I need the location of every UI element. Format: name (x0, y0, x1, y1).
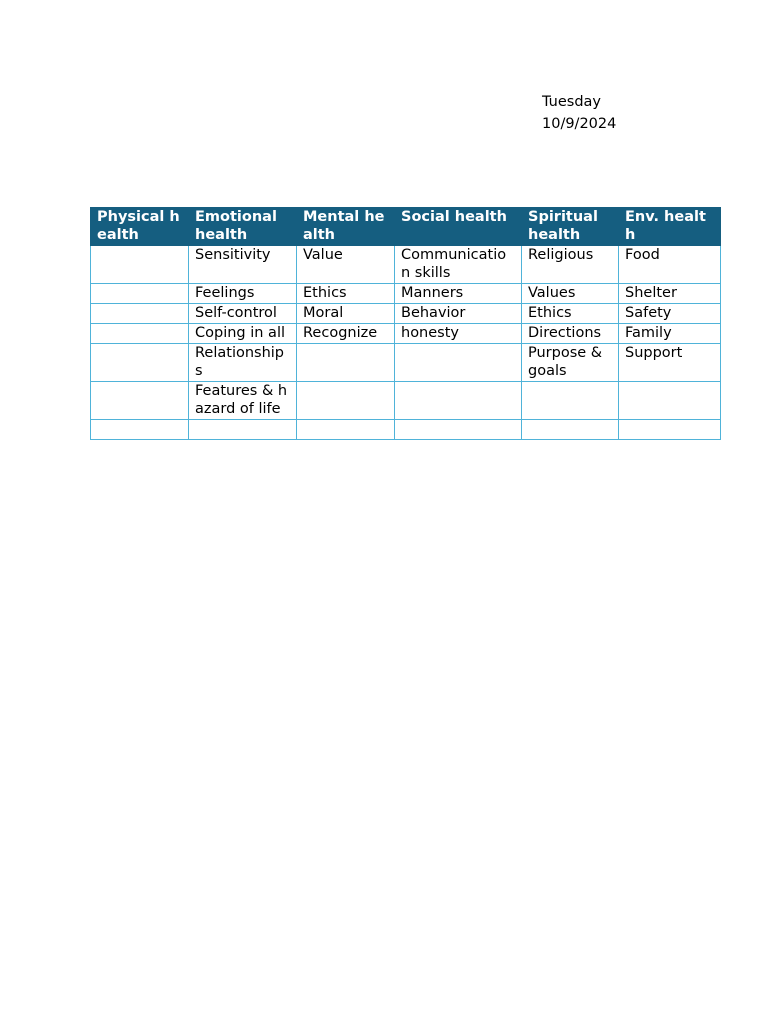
table-row (91, 284, 721, 304)
table-cell: Directions (522, 324, 619, 344)
table-cell: Support (619, 344, 721, 382)
table-header-row (91, 208, 721, 246)
table-cell (522, 382, 619, 420)
table-cell: Relationships (189, 344, 297, 382)
table-cell: Recognize (297, 324, 395, 344)
table-cell: Moral (297, 304, 395, 324)
table-cell: Features & hazard of life (189, 382, 297, 420)
table-cell (91, 344, 189, 382)
table-cell: Self-control (189, 304, 297, 324)
day-label: Tuesday (542, 94, 601, 110)
table-cell (395, 420, 522, 440)
table-row (91, 304, 721, 324)
table-row (91, 324, 721, 344)
table-cell: Ethics (297, 284, 395, 304)
table-cell: Sensitivity (189, 246, 297, 284)
table-cell (395, 382, 522, 420)
table-cell: Ethics (522, 304, 619, 324)
table-cell (297, 420, 395, 440)
table-cell: Manners (395, 284, 522, 304)
table-cell (91, 324, 189, 344)
table-cell: Values (522, 284, 619, 304)
table-cell (91, 284, 189, 304)
table-cell (91, 304, 189, 324)
table-cell: honesty (395, 324, 522, 344)
table-row (91, 382, 721, 420)
table-cell: Food (619, 246, 721, 284)
date-block (542, 91, 616, 135)
health-table (90, 207, 721, 440)
column-header-mental: Mental health (297, 208, 395, 246)
table-row (91, 420, 721, 440)
table-cell: Feelings (189, 284, 297, 304)
table-cell (189, 420, 297, 440)
table-cell: Shelter (619, 284, 721, 304)
table-row (91, 344, 721, 382)
table-cell: Coping in all (189, 324, 297, 344)
column-header-spiritual: Spiritual health (522, 208, 619, 246)
table-cell (297, 382, 395, 420)
table-cell: Safety (619, 304, 721, 324)
table-cell (395, 344, 522, 382)
column-header-social: Social health (395, 208, 522, 246)
column-header-physical: Physical health (91, 208, 189, 246)
table-cell (619, 420, 721, 440)
table-cell (91, 382, 189, 420)
table-cell: Value (297, 246, 395, 284)
table-cell (91, 246, 189, 284)
table-cell: Purpose & goals (522, 344, 619, 382)
table-cell (619, 382, 721, 420)
column-header-env: Env. health (619, 208, 721, 246)
table-cell (91, 420, 189, 440)
date-label: 10/9/2024 (542, 116, 617, 132)
table-cell: Behavior (395, 304, 522, 324)
column-header-emotional: Emotional health (189, 208, 297, 246)
table-cell: Religious (522, 246, 619, 284)
table-cell: Communication skills (395, 246, 522, 284)
table-cell: Family (619, 324, 721, 344)
table-row (91, 246, 721, 284)
table-cell (522, 420, 619, 440)
table-cell (297, 344, 395, 382)
